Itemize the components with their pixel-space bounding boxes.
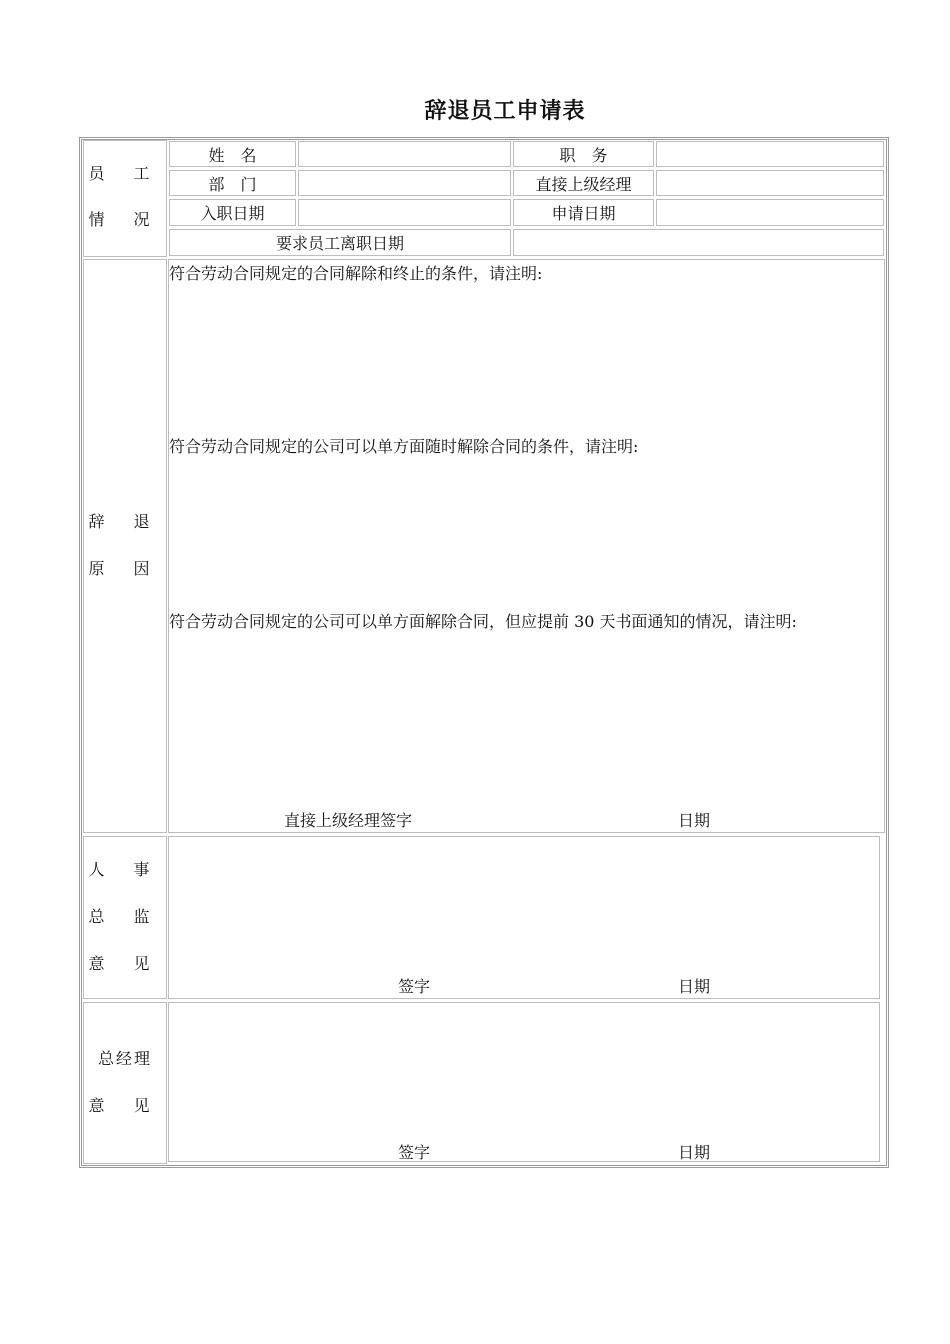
reason-content-cell[interactable] xyxy=(168,259,885,833)
hr-sign-label: 签字 xyxy=(398,977,431,996)
apply-date-label: 申请日期 xyxy=(513,199,654,226)
reason-1-text: 符合劳动合同规定的合同解除和终止的条件，请注明: xyxy=(169,264,543,283)
gm-date-label: 日期 xyxy=(678,1143,711,1162)
leave-date-label: 要求员工离职日期 xyxy=(169,229,511,256)
manager-date-label: 日期 xyxy=(678,811,711,830)
manager-sign-label: 直接上级经理签字 xyxy=(284,811,413,830)
manager-field[interactable] xyxy=(656,170,884,196)
hr-section-label-line2: 总 监 xyxy=(88,907,162,926)
department-field[interactable] xyxy=(298,170,511,196)
page-title: 辞退员工申请表 xyxy=(424,98,586,124)
employee-section-label-line1: 员 工 xyxy=(88,164,162,183)
reason-2-text: 符合劳动合同规定的公司可以单方面随时解除合同的条件，请注明: xyxy=(169,437,639,456)
apply-date-field[interactable] xyxy=(656,199,884,226)
gm-section-label-line1: 总经理 xyxy=(97,1049,152,1068)
hr-section-label-line1: 人 事 xyxy=(88,860,162,879)
manager-label: 直接上级经理 xyxy=(513,170,654,196)
position-label: 职 务 xyxy=(513,141,654,167)
reason-3-text: 符合劳动合同规定的公司可以单方面解除合同，但应提前 30 天书面通知的情况，请注明: xyxy=(169,612,797,631)
department-label: 部 门 xyxy=(169,170,296,196)
hire-date-field[interactable] xyxy=(298,199,511,226)
employee-section-label-line2: 情 况 xyxy=(88,210,162,229)
name-label: 姓 名 xyxy=(169,141,296,167)
reason-section-label-line2: 原 因 xyxy=(88,559,162,578)
position-field[interactable] xyxy=(656,141,884,167)
reason-section-label-line1: 辞 退 xyxy=(88,512,162,531)
name-field[interactable] xyxy=(298,141,511,167)
hr-opinion-cell[interactable] xyxy=(168,836,880,999)
leave-date-field[interactable] xyxy=(513,229,884,256)
hire-date-label: 入职日期 xyxy=(169,199,296,226)
gm-sign-label: 签字 xyxy=(398,1143,431,1162)
hr-section-label-line3: 意 见 xyxy=(88,954,162,973)
gm-opinion-cell[interactable] xyxy=(168,1002,880,1162)
gm-section-label-line2: 意 见 xyxy=(88,1096,162,1115)
hr-date-label: 日期 xyxy=(678,977,711,996)
